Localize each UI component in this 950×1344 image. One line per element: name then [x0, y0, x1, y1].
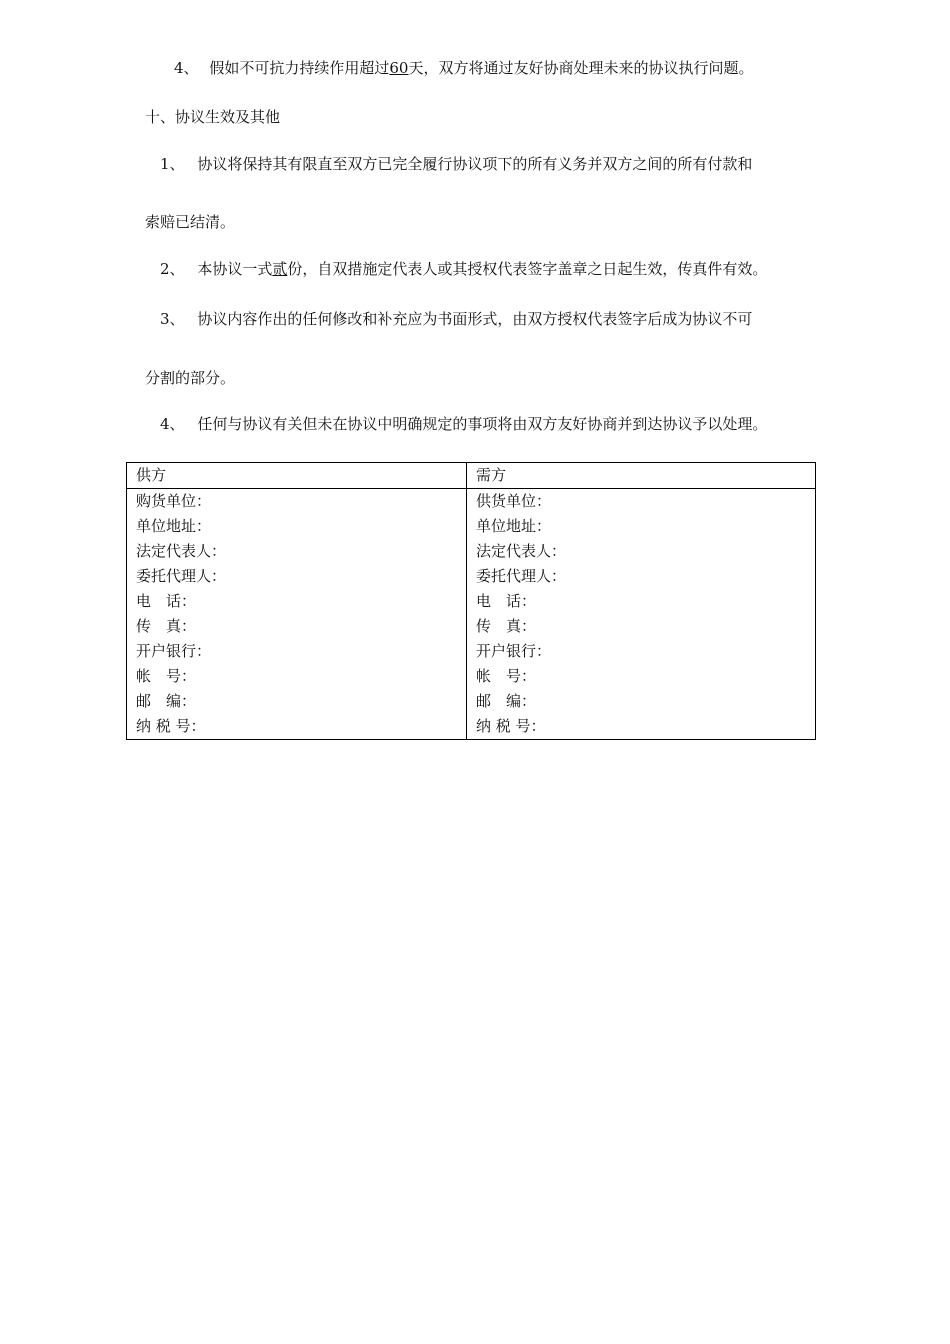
- table-row: [127, 564, 816, 589]
- section-heading-effectiveness: 十、协议生效及其他: [145, 108, 281, 126]
- effectiveness-item-1-continuation: 索赔已结清。: [145, 213, 236, 231]
- item-text-post: 天，双方将通过友好协商处理未来的协议执行问题。: [408, 59, 754, 77]
- item-text-pre: 假如不可抗力持续作用超过: [209, 59, 390, 77]
- item-number: 1、: [160, 155, 185, 173]
- party-contact-table: [126, 462, 816, 740]
- table-row: [127, 514, 816, 539]
- table-header-row: [127, 463, 816, 489]
- force-majeure-item-4: [174, 58, 753, 78]
- table-row: [127, 639, 816, 664]
- supplier-field-phone: 电 话：: [127, 589, 467, 614]
- supplier-field-purchasing-unit: 购货单位：: [127, 489, 467, 515]
- item-text-post: 份，自双措施定代表人或其授权代表签字盖章之日起生效，传真件有效。: [287, 260, 768, 278]
- effectiveness-item-3-continuation: 分割的部分。: [145, 369, 236, 387]
- supplier-field-postcode: 邮 编：: [127, 689, 467, 714]
- item-number: 2、: [160, 260, 185, 278]
- item-number: 3、: [160, 310, 185, 328]
- supplier-field-agent: 委托代理人：: [127, 564, 467, 589]
- days-value: 60: [389, 59, 409, 77]
- table-row: [127, 614, 816, 639]
- supplier-field-fax: 传 真：: [127, 614, 467, 639]
- table-row: [127, 589, 816, 614]
- effectiveness-item-4: [160, 414, 767, 434]
- buyer-field-address: 单位地址：: [467, 514, 816, 539]
- effectiveness-item-3: [160, 309, 752, 329]
- supplier-field-tax-id: 纳 税 号：: [127, 714, 467, 740]
- supplier-field-legal-rep: 法定代表人：: [127, 539, 467, 564]
- effectiveness-item-2: [160, 259, 767, 279]
- buyer-field-bank: 开户银行：: [467, 639, 816, 664]
- table-row: [127, 689, 816, 714]
- buyer-field-phone: 电 话：: [467, 589, 816, 614]
- supplier-field-account: 帐 号：: [127, 664, 467, 689]
- supplier-header: 供方: [127, 463, 467, 489]
- item-number: 4、: [174, 59, 199, 77]
- table-row: [127, 489, 816, 515]
- copies-value: 贰: [272, 260, 288, 278]
- item-text-line-1: 协议内容作出的任何修改和补充应为书面形式，由双方授权代表签字后成为协议不可: [197, 310, 753, 328]
- item-text-pre: 本协议一式: [197, 260, 273, 278]
- buyer-field-postcode: 邮 编：: [467, 689, 816, 714]
- table-row: [127, 714, 816, 740]
- effectiveness-item-1: [160, 154, 752, 174]
- supplier-field-address: 单位地址：: [127, 514, 467, 539]
- buyer-field-tax-id: 纳 税 号：: [467, 714, 816, 740]
- buyer-header: 需方: [467, 463, 816, 489]
- item-text-line-1: 协议将保持其有限直至双方已完全履行协议项下的所有义务并双方之间的所有付款和: [197, 155, 753, 173]
- supplier-field-bank: 开户银行：: [127, 639, 467, 664]
- item-number: 4、: [160, 415, 185, 433]
- table-row: [127, 539, 816, 564]
- buyer-field-supplying-unit: 供货单位：: [467, 489, 816, 515]
- buyer-field-agent: 委托代理人：: [467, 564, 816, 589]
- table-row: [127, 664, 816, 689]
- item-text: 任何与协议有关但未在协议中明确规定的事项将由双方友好协商并到达协议予以处理。: [197, 415, 768, 433]
- buyer-field-legal-rep: 法定代表人：: [467, 539, 816, 564]
- buyer-field-fax: 传 真：: [467, 614, 816, 639]
- buyer-field-account: 帐 号：: [467, 664, 816, 689]
